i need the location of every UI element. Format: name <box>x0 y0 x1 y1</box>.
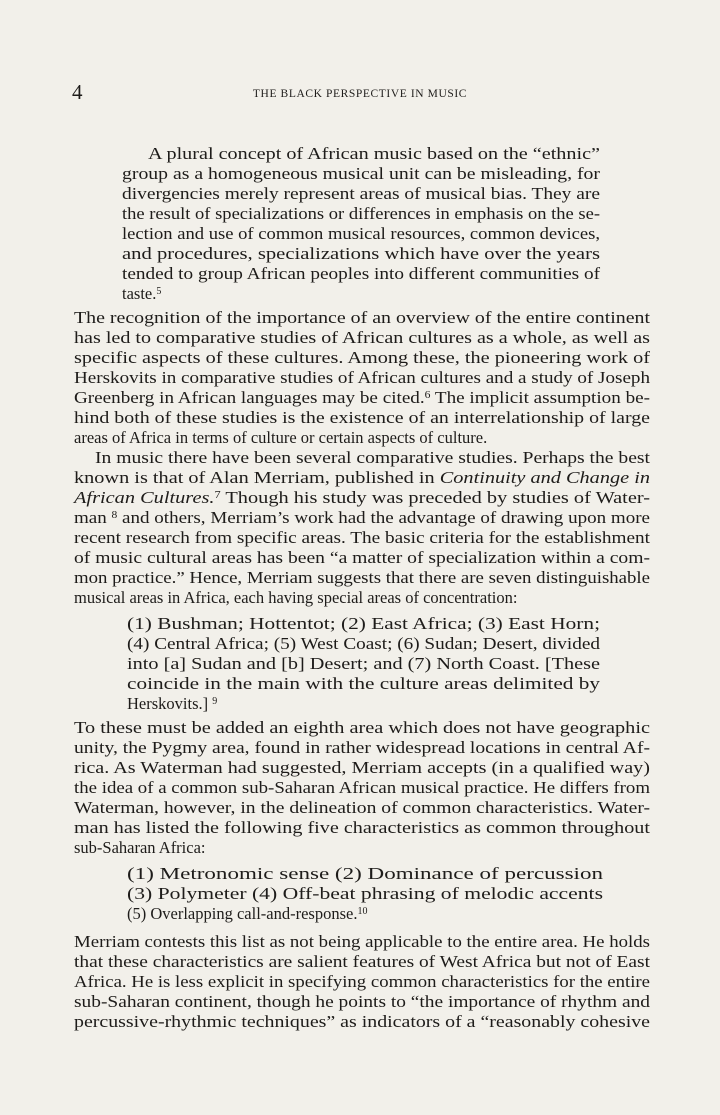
text-line: of music cultural areas has been “a matter of specialization within a com- <box>74 548 650 567</box>
text-line: (3) Polymeter (4) Off-beat phrasing of melodic accents <box>127 884 603 903</box>
text-line: specific aspects of these cultures. Among these, the pioneering work of <box>74 348 650 367</box>
text-line: recent research from specific areas. The basic criteria for the establishment <box>74 528 650 547</box>
book-title: Continuity and Change in <box>439 468 650 487</box>
text-line: Waterman, however, in the delineation of common characteristics. Water- <box>74 798 650 817</box>
text-line: lection and use of common musical resources, common devices, <box>122 224 600 243</box>
footnote-marker: 10 <box>357 906 368 917</box>
text-line: hind both of these studies is the existence of an interrelationship of large <box>74 408 650 427</box>
text-line: coincide in the main with the culture areas delimited by <box>127 674 600 693</box>
text-line: A plural concept of African music based on the “ethnic” <box>148 144 600 163</box>
text-line: The recognition of the importance of an overview of the entire continent <box>74 308 650 327</box>
footnote-marker: 7 <box>214 490 221 501</box>
text-line: the idea of a common sub-Saharan African musical practice. He differs from <box>74 778 650 797</box>
text-line: sub-Saharan continent, though he points to “the importance of rhythm and <box>74 992 650 1011</box>
text-line: rica. As Waterman had suggested, Merriam accepts (in a qualified way) <box>74 758 650 777</box>
text-line: tended to group African peoples into different communities of <box>122 264 600 283</box>
text-line: man $^8$ and others, Merriam’s work had the advantage of drawing upon more <box>74 508 650 527</box>
text-line: known is that of Alan Merriam, published in Continuity and Change in <box>74 468 650 487</box>
text-line: To these must be added an eighth area which does not have geographic <box>74 718 650 737</box>
footnote-marker: 6 <box>424 390 431 401</box>
text-line: In music there have been several comparative studies. Perhaps the best <box>95 448 650 467</box>
text-line: Herskovits.] $^9$ <box>127 694 218 713</box>
text-line: the result of specializations or differences in emphasis on the se- <box>122 204 600 223</box>
text-line: group as a homogeneous musical unit can be misleading, for <box>122 164 600 183</box>
text-line: mon practice.” Hence, Merriam suggests that there are seven distinguishable <box>74 568 650 587</box>
page-number: 4 <box>72 80 83 104</box>
running-title: THE BLACK PERSPECTIVE IN MUSIC <box>252 88 468 100</box>
text-line: divergencies merely represent areas of musical bias. They are <box>122 184 600 203</box>
footnote-marker: 9 <box>212 696 218 707</box>
text-line: areas of Africa in terms of culture or certain aspects of culture. <box>74 428 488 447</box>
book-title: African Cultures. <box>74 488 215 507</box>
text-line: musical areas in Africa, each having special areas of concentration: <box>74 588 518 607</box>
text-line: taste.$^5$ <box>122 284 162 303</box>
text-line: Herskovits in comparative studies of African cultures and a study of Joseph <box>74 368 650 387</box>
text-line: (1) Bushman; Hottentot; (2) East Africa; (3) East Horn; <box>127 614 600 633</box>
footnote-marker: 8 <box>111 510 118 521</box>
text-line: that these characteristics are salient features of West Africa but not of East <box>74 952 650 971</box>
text-line: man has listed the following five characteristics as common throughout <box>74 818 650 837</box>
text-line: into [a] Sudan and [b] Desert; and (7) North Coast. [These <box>127 654 600 673</box>
text-line: (1) Metronomic sense (2) Dominance of percussion <box>127 864 603 883</box>
text-line: percussive-rhythmic techniques” as indicators of a “reasonably cohesive <box>74 1012 650 1031</box>
footnote-marker: 5 <box>156 286 162 297</box>
text-line: Greenberg in African languages may be cited.$^6$ The implicit assumption be- <box>74 388 650 407</box>
text-line: (5) Overlapping call-and-response.$^{10}$ <box>127 904 368 923</box>
text-line: Africa. He is less explicit in specifying common characteristics for the entire <box>74 972 650 991</box>
text-line: unity, the Pygmy area, found in rather widespread locations in central Af- <box>74 738 650 757</box>
text-line: and procedures, specializations which have over the years <box>122 244 600 263</box>
text-line: African Cultures.$^7$ Though his study was preceded by studies of Water- <box>74 488 651 507</box>
text-line: (4) Central Africa; (5) West Coast; (6) Sudan; Desert, divided <box>127 634 600 653</box>
text-line: Merriam contests this list as not being applicable to the entire area. He holds <box>74 932 650 951</box>
text-line: sub-Saharan Africa: <box>74 838 206 857</box>
text-line: has led to comparative studies of African cultures as a whole, as well as <box>74 328 650 347</box>
